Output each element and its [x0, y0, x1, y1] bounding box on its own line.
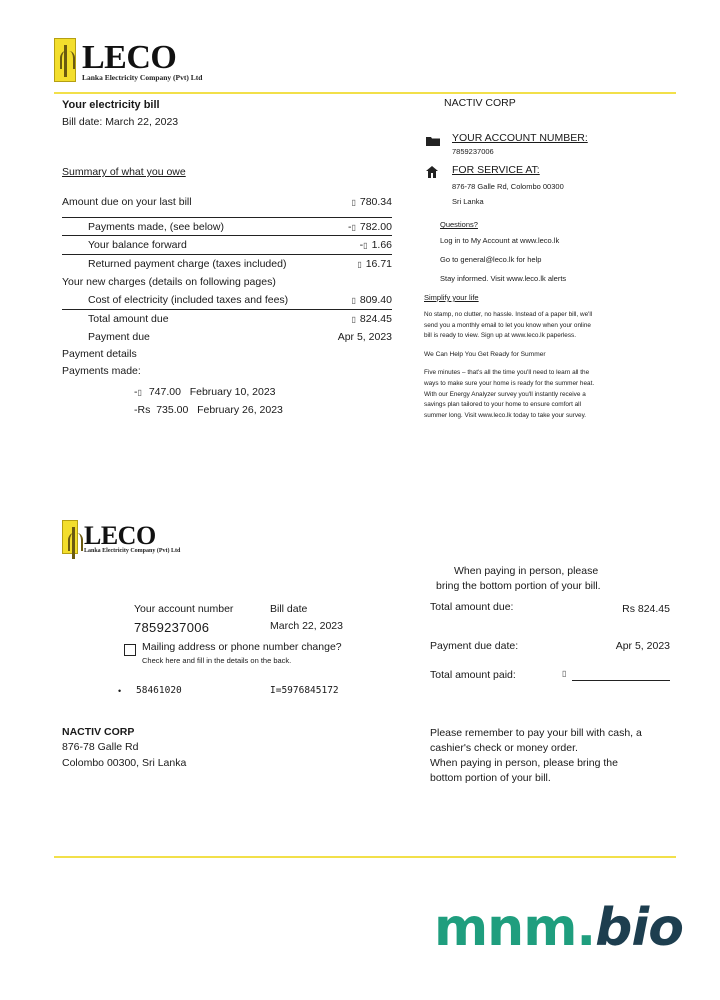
currency-icon: ▯	[351, 222, 356, 232]
stub-bill-date-label: Bill date	[270, 603, 308, 615]
simplify-p1-line: bill is ready to view. Sign up at www.leco.lk paperless.	[424, 332, 577, 339]
summary-title: Summary of what you owe	[62, 166, 186, 178]
row-label: Returned payment charge (taxes included)	[88, 257, 287, 270]
row-amount: 824.45	[359, 312, 392, 325]
payment-entry	[134, 404, 283, 417]
summary-row-payment-due	[62, 328, 392, 346]
simplify-title: Simplify your life	[424, 293, 479, 302]
leco-logo-icon	[62, 520, 78, 554]
reminder-line: bottom portion of your bill.	[430, 772, 551, 784]
reminder-line: cashier's check or money order.	[430, 742, 578, 754]
stub-reminder	[430, 726, 642, 786]
currency-icon: ▯	[351, 198, 356, 207]
summer-line: savings plan tailored to your home to ensure comfort all	[424, 401, 582, 409]
stub-account-label: Your account number	[134, 603, 234, 615]
house-icon	[426, 165, 438, 183]
stub-divider	[54, 856, 676, 858]
row-label: Amount due on your last bill	[62, 196, 192, 208]
payment-date: February 26, 2023	[197, 404, 283, 416]
summary-row-balance	[62, 235, 392, 253]
amount-paid-input[interactable]	[572, 680, 670, 681]
row-prefix: -	[359, 238, 364, 251]
row-amount: 16.71	[365, 257, 392, 270]
row-label: Payments made, (see below)	[88, 220, 224, 233]
watermark-part1: mnm.	[434, 898, 596, 958]
currency-icon: ▯	[351, 296, 356, 305]
bill-title: Your electricity bill	[62, 99, 160, 111]
stub-total-due-label: Total amount due:	[430, 601, 514, 613]
summer-line: With our Energy Analyzer survey you'll instantly receive a	[424, 390, 586, 398]
stub-logo-name: LECO	[84, 521, 156, 550]
row-prefix: -	[347, 220, 352, 233]
row-label: Cost of electricity (included taxes and fees)	[88, 294, 289, 306]
currency-icon: ▯	[562, 669, 567, 678]
summary-row-total	[62, 309, 392, 327]
stub-address1: 876-78 Galle Rd	[62, 741, 139, 753]
row-label: Your balance forward	[88, 238, 187, 251]
stub-code2: I=5976845172	[270, 685, 339, 696]
summer-paragraph	[424, 368, 594, 422]
in-person-line2: bring the bottom portion of your bill.	[436, 580, 601, 592]
questions-line1: Log in to My Account at www.leco.lk	[440, 236, 560, 245]
stub-bill-date: March 22, 2023	[270, 620, 343, 632]
logo-name: LECO	[82, 39, 177, 76]
questions-title: Questions?	[440, 220, 478, 229]
leco-logo-icon	[54, 38, 76, 82]
simplify-p1-line: send you a monthly email to let you know when your online	[424, 321, 591, 329]
payment-prefix: -Rs	[134, 404, 151, 416]
folder-icon	[426, 133, 440, 151]
row-label: Payment due	[88, 331, 150, 343]
summary-row-cost	[62, 291, 392, 309]
watermark-part2: bio	[595, 898, 683, 958]
stub-leco-logo	[62, 520, 180, 554]
stub-address2: Colombo 00300, Sri Lanka	[62, 757, 187, 769]
service-address-line1: 876-78 Galle Rd, Colombo 00300	[452, 182, 564, 191]
currency-icon: ▯	[351, 314, 356, 324]
payment-date: February 10, 2023	[189, 386, 276, 398]
row-label: Total amount due	[88, 312, 169, 325]
payment-amount: 735.00	[156, 404, 189, 416]
simplify-paragraph	[424, 310, 592, 342]
account-number: 7859237006	[452, 147, 494, 156]
customer-name: NACTIV CORP	[444, 97, 516, 109]
summary-row-returned	[62, 254, 392, 272]
simplify-p1-line: No stamp, no clutter, no hassle. Instead of a paper bill, we'll	[424, 311, 593, 318]
watermark	[434, 898, 683, 958]
bill-date: Bill date: March 22, 2023	[62, 116, 179, 128]
stub-code1: 58461020	[136, 685, 182, 696]
stub-paid-label: Total amount paid:	[430, 669, 516, 681]
stub-customer-name: NACTIV CORP	[62, 726, 135, 738]
bullet-icon: •	[118, 686, 122, 696]
stub-logo-subtitle: Lanka Electricity Company (Pvt) Ltd	[84, 548, 181, 554]
summer-line: ways to make sure your home is ready for the summer heat.	[424, 379, 595, 387]
stub-due-date-label: Payment due date:	[430, 640, 519, 652]
stub-due-date: Apr 5, 2023	[615, 640, 670, 652]
summary-row-payments	[62, 217, 392, 235]
row-amount: 809.40	[359, 294, 392, 306]
payment-prefix: -	[134, 386, 138, 398]
currency-icon: ▯	[137, 388, 142, 397]
reminder-line: When paying in person, please bring the	[430, 757, 618, 769]
row-amount: 780.34	[359, 196, 392, 208]
stub-account-number: 7859237006	[134, 620, 210, 635]
service-label: FOR SERVICE AT:	[452, 164, 540, 176]
header-divider	[54, 92, 676, 94]
account-number-label: YOUR ACCOUNT NUMBER:	[452, 132, 588, 144]
stub-total-due: Rs 824.45	[622, 603, 670, 615]
row-label: Your new charges (details on following pages)	[62, 276, 276, 288]
payment-amount: 747.00	[148, 386, 181, 398]
in-person-line1: When paying in person, please	[454, 565, 599, 577]
summer-line: summer long. Visit www.leco.lk today to take your survey.	[424, 412, 587, 420]
row-amount: Apr 5, 2023	[337, 331, 392, 343]
address-change-sub: Check here and fill in the details on the back.	[142, 656, 292, 665]
reminder-line: Please remember to pay your bill with cash, a	[430, 727, 642, 739]
row-amount: 782.00	[359, 220, 392, 233]
leco-logo	[54, 38, 202, 82]
summer-line: Five minutes – that's all the time you'll need to learn all the	[424, 369, 590, 376]
payment-details-label: Payment details	[62, 348, 137, 360]
address-change-label: Mailing address or phone number change?	[142, 641, 342, 653]
address-change-checkbox[interactable]	[124, 643, 136, 661]
row-amount: 1.66	[371, 238, 392, 251]
payment-entry	[134, 386, 276, 399]
summary-row-new-charges	[62, 273, 392, 291]
currency-icon: ▯	[363, 240, 368, 250]
logo-subtitle: Lanka Electricity Company (Pvt) Ltd	[82, 73, 203, 82]
summer-title: We Can Help You Get Ready for Summer	[424, 351, 546, 358]
service-address-line2: Sri Lanka	[452, 197, 484, 206]
summary-row-last-bill	[62, 193, 392, 211]
questions-line2: Go to general@leco.lk for help	[440, 255, 542, 264]
payments-made-label: Payments made:	[62, 365, 141, 377]
questions-line3: Stay informed. Visit www.leco.lk alerts	[440, 274, 567, 283]
currency-icon: ▯	[357, 259, 362, 269]
